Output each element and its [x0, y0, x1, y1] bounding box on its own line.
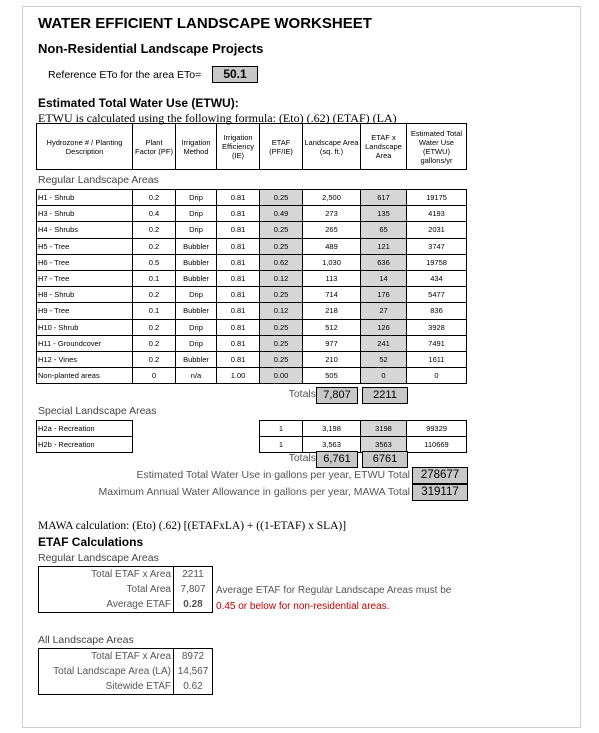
table-cell: H6 - Tree: [37, 254, 133, 270]
mawa-total-value: 319117: [412, 484, 468, 501]
table-cell: 265: [303, 222, 361, 238]
etaf-regular-row-value: 2211: [174, 567, 213, 583]
table-cell: H3 - Shrub: [37, 206, 133, 222]
table-cell: 0.81: [217, 222, 260, 238]
table-cell: H12 - Vines: [37, 351, 133, 367]
table-cell: 0.2: [133, 222, 176, 238]
header-etwu: Estimated Total Water Use (ETWU) gallons/yr: [407, 124, 467, 170]
special-totals-label: Totals: [288, 452, 316, 464]
table-cell: H2b - Recreation: [37, 437, 133, 453]
table-cell: 2,500: [303, 190, 361, 206]
table-cell: 273: [303, 206, 361, 222]
table-cell: 0.81: [217, 351, 260, 367]
regular-areas-table: [36, 189, 467, 384]
regular-totals-label: Totals: [288, 388, 316, 400]
eto-value: 50.1: [212, 66, 258, 83]
special-total-area: 6,761: [316, 451, 358, 468]
table-cell: H7 - Tree: [37, 270, 133, 286]
table-cell: 1,030: [303, 254, 361, 270]
table-cell: H8 - Shrub: [37, 287, 133, 303]
table-cell: 0.81: [217, 190, 260, 206]
special-total-etaf-area: 6761: [362, 451, 408, 468]
table-cell: Drip: [176, 190, 217, 206]
etwu-total-label: Estimated Total Water Use in gallons per year, ETWU Total: [136, 469, 410, 481]
table-cell: 19175: [407, 190, 467, 206]
table-cell: 505: [303, 368, 361, 384]
header-irrigation-method: Irrigation Method: [176, 124, 217, 170]
etaf-regular-label: Regular Landscape Areas: [38, 552, 159, 564]
table-cell: 489: [303, 238, 361, 254]
etaf-note-line2: 0.45 or below for non-residential areas.: [216, 601, 390, 612]
header-plant-factor: Plant Factor (PF): [133, 124, 176, 170]
etaf-regular-row-label: Average ETAF: [39, 597, 174, 613]
table-cell: 0.81: [217, 206, 260, 222]
table-cell: H5 - Tree: [37, 238, 133, 254]
table-row: [37, 287, 467, 303]
table-cell: 0.49: [260, 206, 303, 222]
eto-label: Reference ETo for the area ETo=: [48, 69, 202, 81]
table-row: [37, 368, 467, 384]
table-cell: 0.25: [260, 319, 303, 335]
table-cell: 4193: [407, 206, 467, 222]
table-cell: 0.1: [133, 303, 176, 319]
worksheet-header: [36, 123, 467, 170]
table-cell: 2031: [407, 222, 467, 238]
average-etaf-value: 0.28: [174, 597, 213, 613]
table-cell: 0.12: [260, 270, 303, 286]
table-cell: 434: [407, 270, 467, 286]
table-cell: H9 - Tree: [37, 303, 133, 319]
empty-cell: [217, 421, 260, 437]
table-cell: 0.2: [133, 351, 176, 367]
table-cell: 7491: [407, 335, 467, 351]
etaf-regular-table: [38, 566, 213, 613]
table-cell: 3928: [407, 319, 467, 335]
etaf-regular-row-label: Total Area: [39, 582, 174, 597]
table-row: [37, 254, 467, 270]
etwu-total-value: 278677: [412, 467, 468, 484]
table-cell: 0: [133, 368, 176, 384]
table-cell: 512: [303, 319, 361, 335]
table-cell: 714: [303, 287, 361, 303]
table-cell: 135: [361, 206, 407, 222]
empty-cell: [176, 437, 217, 453]
table-cell: 0.25: [260, 222, 303, 238]
table-row: [37, 421, 467, 437]
special-areas-table: [36, 420, 467, 453]
empty-cell: [133, 437, 176, 453]
table-row: [37, 319, 467, 335]
table-cell: 27: [361, 303, 407, 319]
page-subtitle: Non-Residential Landscape Projects: [38, 41, 264, 56]
regular-areas-label: Regular Landscape Areas: [38, 174, 159, 186]
table-cell: 0.12: [260, 303, 303, 319]
table-cell: Non-planted areas: [37, 368, 133, 384]
table-cell: 3747: [407, 238, 467, 254]
table-cell: 0.2: [133, 287, 176, 303]
table-row: [37, 206, 467, 222]
page-title: WATER EFFICIENT LANDSCAPE WORKSHEET: [38, 15, 372, 32]
table-cell: 3563: [361, 437, 407, 453]
table-cell: 210: [303, 351, 361, 367]
etaf-all-row-value: 8972: [174, 649, 213, 665]
table-cell: 0.81: [217, 238, 260, 254]
regular-total-etaf-area: 2211: [362, 387, 408, 404]
table-cell: 636: [361, 254, 407, 270]
etaf-all-row-label: Total ETAF x Area: [39, 649, 174, 665]
table-cell: Drip: [176, 319, 217, 335]
table-cell: 0.25: [260, 238, 303, 254]
table-cell: 977: [303, 335, 361, 351]
mawa-total-label: Maximum Annual Water Allowance in gallons per year, MAWA Total: [98, 486, 410, 498]
table-cell: 113: [303, 270, 361, 286]
table-row: [37, 270, 467, 286]
table-cell: 0.25: [260, 287, 303, 303]
etaf-regular-row-value: 7,807: [174, 582, 213, 597]
table-cell: 0.81: [217, 254, 260, 270]
table-row: [37, 335, 467, 351]
table-cell: 0.81: [217, 287, 260, 303]
table-cell: n/a: [176, 368, 217, 384]
mawa-formula: MAWA calculation: (Eto) (.62) [(ETAFxLA) + ((1-ETAF) x SLA)]: [38, 520, 347, 532]
table-cell: Drip: [176, 206, 217, 222]
table-cell: H4 - Shrubs: [37, 222, 133, 238]
table-cell: 3,198: [303, 421, 361, 437]
header-irrigation-efficiency: Irrigation Efficiency (IE): [217, 124, 260, 170]
etaf-all-row-value: 14,567: [174, 664, 213, 679]
table-cell: Bubbler: [176, 303, 217, 319]
table-cell: 617: [361, 190, 407, 206]
table-cell: 0.25: [260, 335, 303, 351]
table-cell: 218: [303, 303, 361, 319]
table-cell: 1611: [407, 351, 467, 367]
table-cell: 65: [361, 222, 407, 238]
table-cell: 836: [407, 303, 467, 319]
table-cell: H10 - Shrub: [37, 319, 133, 335]
table-row: [37, 190, 467, 206]
etaf-all-row-label: Total Landscape Area (LA): [39, 664, 174, 679]
table-cell: 52: [361, 351, 407, 367]
table-cell: 3,563: [303, 437, 361, 453]
table-cell: H11 - Groundcover: [37, 335, 133, 351]
table-cell: Drip: [176, 222, 217, 238]
table-cell: 0.25: [260, 190, 303, 206]
table-cell: 99329: [407, 421, 467, 437]
special-areas-label: Special Landscape Areas: [38, 405, 157, 417]
table-cell: 1.00: [217, 368, 260, 384]
table-cell: 1: [260, 437, 303, 453]
table-row: [37, 222, 467, 238]
table-cell: 0: [361, 368, 407, 384]
table-cell: 0.81: [217, 335, 260, 351]
sitewide-etaf-value: 0.62: [174, 679, 213, 695]
table-cell: 0.81: [217, 319, 260, 335]
etaf-all-row-label: Sitewide ETAF: [39, 679, 174, 695]
table-cell: 0.1: [133, 270, 176, 286]
etaf-all-label: All Landscape Areas: [38, 634, 134, 646]
etwu-formula: ETWU is calculated using the following formula: (Eto) (.62) (ETAF) (LA): [38, 111, 397, 125]
etaf-note-line1: Average ETAF for Regular Landscape Areas must be: [216, 585, 452, 596]
table-cell: 0.2: [133, 335, 176, 351]
regular-total-area: 7,807: [316, 387, 358, 404]
table-cell: Drip: [176, 335, 217, 351]
table-cell: 241: [361, 335, 407, 351]
table-cell: 176: [361, 287, 407, 303]
table-cell: H2a - Recreation: [37, 421, 133, 437]
table-cell: 126: [361, 319, 407, 335]
header-etaf-x-area: ETAF x Landscape Area: [361, 124, 407, 170]
etaf-heading: ETAF Calculations: [38, 535, 144, 549]
header-landscape-area: Landscape Area (sq. ft.): [303, 124, 361, 170]
empty-cell: [133, 421, 176, 437]
table-cell: 5477: [407, 287, 467, 303]
table-cell: 0.2: [133, 238, 176, 254]
table-cell: Bubbler: [176, 254, 217, 270]
etaf-all-table: [38, 648, 213, 695]
etaf-regular-row-label: Total ETAF x Area: [39, 567, 174, 583]
table-cell: 0.4: [133, 206, 176, 222]
table-cell: 0.25: [260, 351, 303, 367]
header-etaf: ETAF (PF/IE): [260, 124, 303, 170]
table-cell: 0.5: [133, 254, 176, 270]
table-cell: Bubbler: [176, 351, 217, 367]
table-cell: 3198: [361, 421, 407, 437]
empty-cell: [176, 421, 217, 437]
table-cell: 0.00: [260, 368, 303, 384]
table-cell: Bubbler: [176, 270, 217, 286]
table-cell: 1: [260, 421, 303, 437]
table-cell: 14: [361, 270, 407, 286]
table-cell: Bubbler: [176, 238, 217, 254]
table-row: [37, 303, 467, 319]
table-cell: H1 - Shrub: [37, 190, 133, 206]
table-cell: 0.81: [217, 303, 260, 319]
table-cell: 110669: [407, 437, 467, 453]
table-row: [37, 351, 467, 367]
header-hydrozone: Hydrozone # / Planting Description: [37, 124, 133, 170]
table-cell: Drip: [176, 287, 217, 303]
table-cell: 0: [407, 368, 467, 384]
table-cell: 19758: [407, 254, 467, 270]
etwu-heading: Estimated Total Water Use (ETWU):: [38, 96, 239, 110]
empty-cell: [217, 437, 260, 453]
table-cell: 0.2: [133, 319, 176, 335]
table-row: [37, 238, 467, 254]
table-cell: 0.2: [133, 190, 176, 206]
table-cell: 0.62: [260, 254, 303, 270]
table-cell: 121: [361, 238, 407, 254]
table-cell: 0.81: [217, 270, 260, 286]
